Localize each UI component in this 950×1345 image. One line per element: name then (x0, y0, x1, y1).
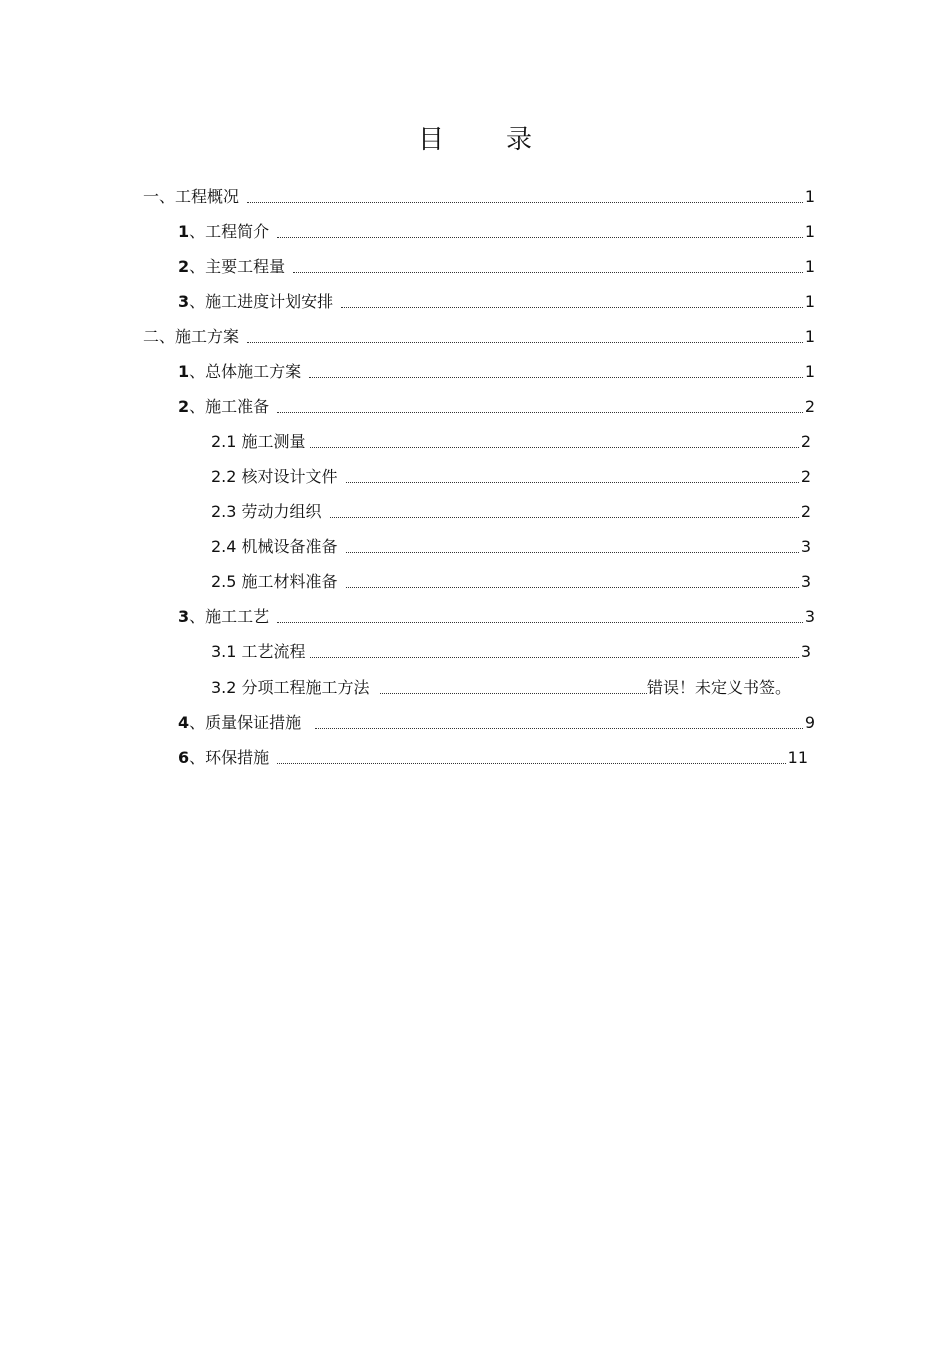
toc-leader (277, 412, 803, 413)
title-char-1: 目 (417, 125, 444, 155)
toc-text: 环保措施 (205, 748, 270, 767)
toc-number: 3 (178, 607, 190, 626)
toc-leader (277, 622, 803, 623)
toc-number: 2.1 (211, 432, 237, 451)
toc-entry-section[interactable] (178, 744, 808, 768)
toc-number: 一、 (143, 187, 176, 206)
toc-entry-subsection[interactable] (211, 674, 791, 698)
toc-text: 施工测量 (241, 432, 306, 451)
toc-number: 2.4 (211, 537, 237, 556)
toc-text: 工程简介 (205, 222, 270, 241)
toc-number: 2.2 (211, 467, 237, 486)
toc-leader (346, 552, 799, 553)
toc-separator: 、 (189, 607, 206, 626)
toc-number: 2.5 (211, 572, 237, 591)
toc-text: 施工进度计划安排 (205, 292, 334, 311)
toc-page-number: 1 (804, 187, 815, 206)
toc-leader (341, 307, 803, 308)
toc-text: 施工工艺 (205, 607, 270, 626)
toc-leader (346, 587, 799, 588)
toc-entry-section[interactable] (178, 603, 815, 627)
toc-entry-subsection[interactable] (211, 533, 811, 557)
toc-page-number: 11 (787, 748, 808, 767)
toc-leader (330, 517, 799, 518)
toc-text: 质量保证措施 (205, 713, 302, 732)
toc-page-number: 2 (800, 467, 811, 486)
toc-leader (277, 237, 803, 238)
toc-number: 1 (178, 362, 190, 381)
toc-entry-subsection[interactable] (211, 638, 811, 662)
toc-leader (380, 693, 647, 694)
toc-separator: 、 (189, 397, 206, 416)
toc-entry-section[interactable] (178, 709, 815, 733)
toc-page-error: 错误！未定义书签。 (646, 678, 791, 697)
toc-number: 6 (178, 748, 190, 767)
toc-text: 施工方案 (175, 327, 240, 346)
toc-entry-section[interactable] (178, 288, 815, 312)
toc-page-number: 2 (804, 397, 815, 416)
toc-number: 二、 (143, 327, 176, 346)
toc-separator: 、 (189, 362, 206, 381)
toc-entry-section[interactable] (178, 218, 815, 242)
toc-separator: 、 (189, 292, 206, 311)
toc-text: 分项工程施工方法 (241, 678, 370, 697)
toc-separator: 、 (189, 713, 206, 732)
toc-text: 主要工程量 (205, 257, 286, 276)
toc-page-number: 3 (800, 537, 811, 556)
toc-entry-chapter[interactable] (143, 323, 815, 347)
toc-number: 2 (178, 397, 190, 416)
toc-leader (247, 342, 803, 343)
toc-leader (293, 272, 803, 273)
toc-text: 施工准备 (205, 397, 270, 416)
toc-entry-chapter[interactable] (143, 183, 815, 207)
toc-page-number: 2 (800, 502, 811, 521)
toc-text: 施工材料准备 (241, 572, 338, 591)
toc-page-number: 1 (804, 257, 815, 276)
toc-entry-section[interactable] (178, 358, 815, 382)
toc-entry-section[interactable] (178, 393, 815, 417)
title-char-2: 录 (506, 125, 533, 155)
toc-number: 3.2 (211, 678, 237, 697)
toc-page-number: 2 (800, 432, 811, 451)
toc-separator: 、 (189, 222, 206, 241)
toc-entry-subsection[interactable] (211, 568, 811, 592)
toc-page-number: 1 (804, 292, 815, 311)
toc-number: 2.3 (211, 502, 237, 521)
toc-number: 3 (178, 292, 190, 311)
toc-page-number: 1 (804, 362, 815, 381)
toc-leader (277, 763, 785, 764)
toc-number: 3.1 (211, 642, 237, 661)
toc-leader (346, 482, 799, 483)
toc-text: 机械设备准备 (241, 537, 338, 556)
toc-page-number: 1 (804, 222, 815, 241)
toc-leader (310, 657, 799, 658)
toc-number: 1 (178, 222, 190, 241)
toc-page-number: 3 (804, 607, 815, 626)
toc-leader (309, 377, 803, 378)
toc-entry-subsection[interactable] (211, 428, 811, 452)
toc-page-number: 3 (800, 642, 811, 661)
toc-text: 核对设计文件 (241, 467, 338, 486)
toc-leader (315, 728, 803, 729)
toc-leader (310, 447, 799, 448)
toc-entry-section[interactable] (178, 253, 815, 277)
toc-page-number: 1 (804, 327, 815, 346)
toc-entry-subsection[interactable] (211, 463, 811, 487)
toc-text: 工程概况 (175, 187, 240, 206)
toc-leader (247, 202, 803, 203)
page-title (0, 122, 950, 158)
toc-page-number: 9 (804, 713, 815, 732)
toc-separator: 、 (189, 748, 206, 767)
toc-page-number: 3 (800, 572, 811, 591)
toc-text: 总体施工方案 (205, 362, 302, 381)
toc-number: 4 (178, 713, 190, 732)
toc-text: 劳动力组织 (241, 502, 322, 521)
toc-text: 工艺流程 (241, 642, 306, 661)
toc-entry-subsection[interactable] (211, 498, 811, 522)
toc-separator: 、 (189, 257, 206, 276)
toc-number: 2 (178, 257, 190, 276)
